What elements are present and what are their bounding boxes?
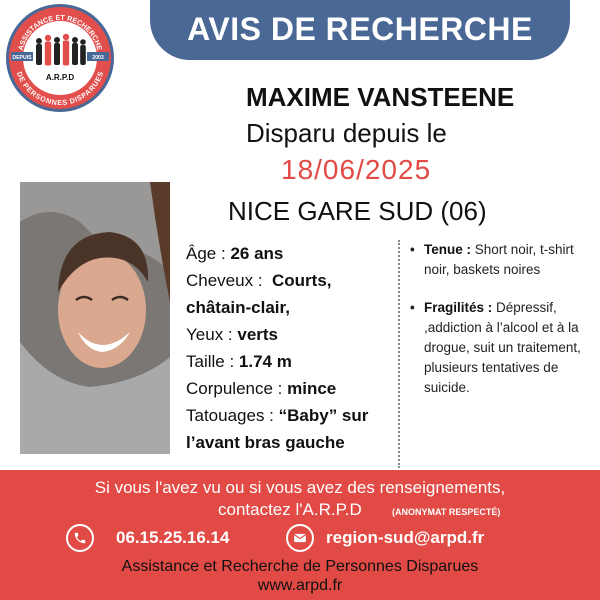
logo-year: 2003 [92, 54, 104, 61]
build-value: mince [287, 379, 337, 398]
hair-row [186, 267, 398, 294]
tattoo-location-value: l’avant bras gauche [186, 433, 345, 452]
outfit-value: Short noir, t-shirt noir, baskets noires [424, 242, 574, 277]
missing-date: 18/06/2025 [281, 154, 432, 185]
height-value: 1.74 m [238, 352, 292, 371]
fragility-label: Fragilités : [424, 300, 493, 315]
portrait-illustration [20, 182, 170, 454]
build-row [186, 375, 398, 402]
email-address[interactable]: region-sud@arpd.fr [326, 528, 485, 547]
height-label: Taille : [186, 352, 235, 371]
last-seen-location: NICE GARE SUD (06) [228, 196, 487, 226]
hair-row-continued [186, 294, 398, 321]
outfit-label: Tenue : [424, 242, 471, 257]
outfit-item [410, 240, 590, 280]
logo-acronym: A.R.P.D [45, 73, 75, 82]
fragility-item [410, 298, 590, 398]
arpd-logo [6, 4, 114, 112]
column-divider [398, 240, 400, 468]
physical-description [186, 240, 398, 456]
email-contact[interactable] [286, 524, 484, 552]
bullet-icon: • [410, 300, 415, 315]
missing-person-photo [20, 182, 170, 454]
hair-color-value: châtain-clair, [186, 298, 290, 317]
phone-contact[interactable] [66, 524, 229, 552]
header-banner [150, 0, 570, 60]
logo-ring-bottom: DE PERSONNES DISPARUES [14, 70, 106, 108]
age-row [186, 240, 398, 267]
hair-label: Cheveux : [186, 271, 263, 290]
tattoo-row-continued [186, 429, 398, 456]
envelope-icon [286, 524, 314, 552]
bullet-icon: • [410, 242, 415, 257]
eyes-label: Yeux : [186, 325, 233, 344]
eyes-value: verts [237, 325, 279, 344]
height-row [186, 348, 398, 375]
logo-graphic [9, 7, 111, 109]
page-title: AVIS DE RECHERCHE [187, 11, 533, 47]
phone-number[interactable]: 06.15.25.16.14 [116, 528, 230, 547]
fragility-value: Dépressif, ,addiction à l’alcool et à la drogue, suit un traitement, plusieurs tentatives de suicide. [424, 300, 581, 395]
website-link[interactable]: www.arpd.fr [257, 577, 343, 594]
tattoo-value: “Baby” sur [278, 406, 369, 425]
hair-value: Courts, [272, 271, 332, 290]
missing-person-name: MAXIME VANSTEENE [246, 82, 515, 112]
tattoo-label: Tatouages : [186, 406, 274, 425]
organization-name: Assistance et Recherche de Personnes Disparues [121, 558, 479, 575]
age-label: Âge : [186, 244, 226, 263]
additional-info [410, 240, 590, 416]
logo-people-icon [36, 34, 86, 66]
age-value: 26 ans [230, 244, 284, 263]
contact-prompt: Si vous l'avez vu ou si vous avez des renseignements, [94, 478, 506, 497]
tattoo-row [186, 402, 398, 429]
contact-footer [0, 470, 600, 600]
svg-text:ASSISTANCE ET RECHERCHE [16, 13, 104, 52]
phone-icon [66, 524, 94, 552]
eyes-row [186, 321, 398, 348]
missing-since-label: Disparu depuis le [246, 118, 447, 148]
logo-ring-top: ASSISTANCE ET RECHERCHE [15, 12, 105, 52]
anonymity-note: (ANONYMAT RESPECTÉ) [392, 507, 501, 517]
logo-depuis: DEPUIS [12, 54, 32, 61]
contact-prompt-continued: contactez l'A.R.P.D [218, 500, 362, 519]
build-label: Corpulence : [186, 379, 283, 398]
